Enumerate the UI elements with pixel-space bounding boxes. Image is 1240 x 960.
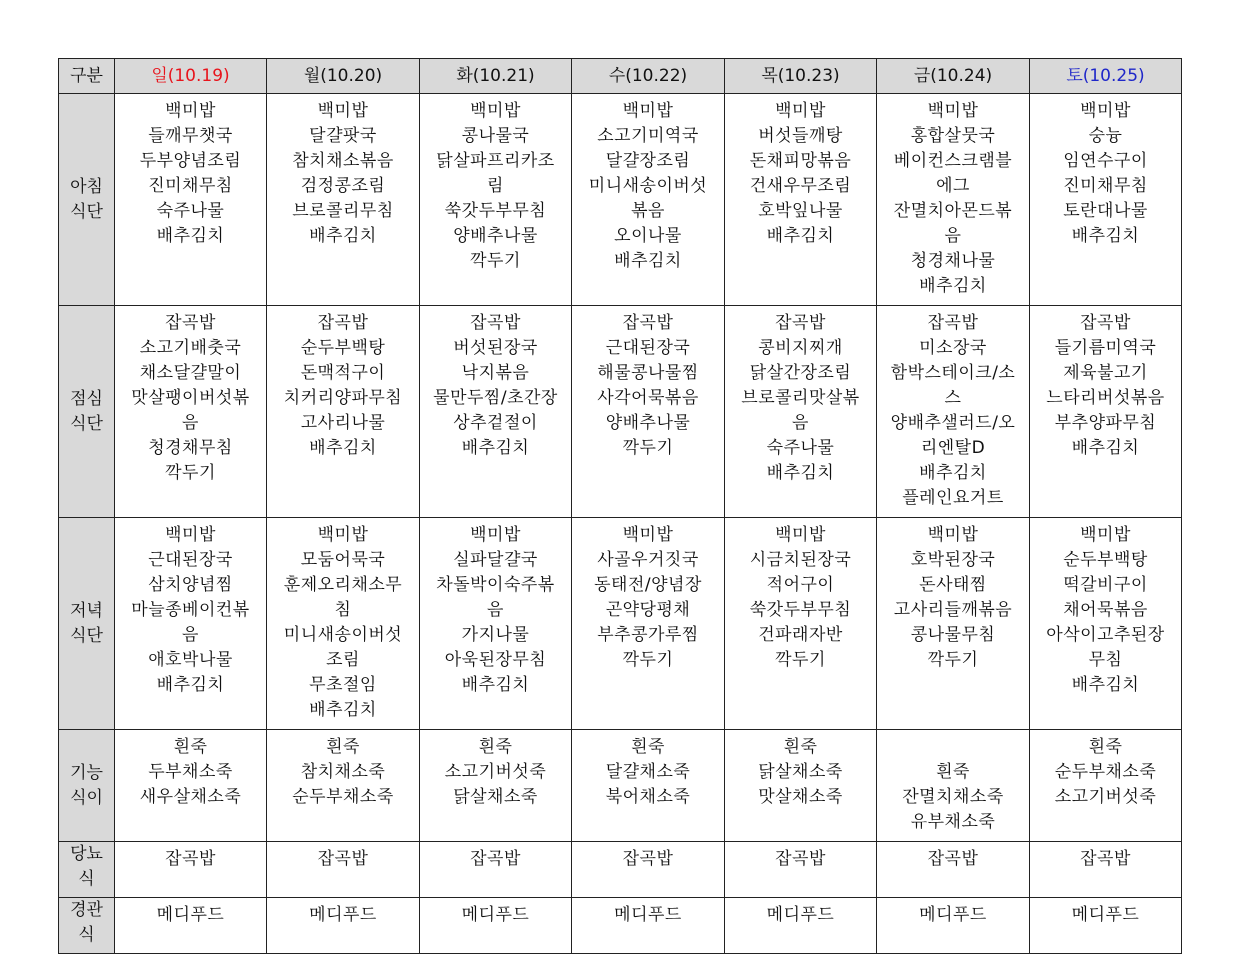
menu-item: 깍두기 — [470, 251, 521, 271]
row-label-line: 식단 — [70, 625, 103, 646]
menu-item: 메디푸드 — [461, 905, 530, 925]
menu-item: 백미밥 — [927, 101, 979, 121]
menu-item: 두부채소죽 — [148, 762, 233, 782]
menu-item: 흰죽 — [326, 737, 360, 757]
row-label-breakfast — [59, 94, 115, 306]
menu-item: 에그 — [936, 176, 970, 196]
menu-item: 고사리나물 — [300, 413, 386, 433]
menu-item: 백미밥 — [470, 525, 521, 545]
row-label-line: 당뇨 — [70, 844, 103, 864]
menu-cell-tube-fri — [877, 898, 1030, 954]
menu-row-func — [59, 730, 1182, 842]
menu-item: 호박된장국 — [910, 550, 996, 570]
row-label-line: 경관 — [70, 900, 103, 920]
menu-item: 무침 — [1088, 650, 1123, 670]
menu-item: 건새우무조림 — [749, 176, 852, 196]
menu-item: 콩비지찌개 — [758, 338, 843, 358]
day-header-tue: 화(10.21) — [420, 59, 572, 94]
menu-item: 배추김치 — [461, 438, 530, 458]
menu-cell-breakfast-wed — [572, 94, 725, 306]
menu-item: 곤약당평채 — [605, 600, 691, 620]
menu-item: 제육불고기 — [1063, 363, 1148, 383]
menu-cell-diab-wed — [572, 842, 725, 898]
menu-item: 음 — [944, 226, 962, 246]
menu-item: 배추김치 — [1071, 226, 1140, 246]
menu-item: 음 — [792, 413, 809, 433]
menu-cell-dinner-fri — [877, 518, 1030, 730]
menu-item: 백미밥 — [622, 525, 674, 545]
menu-item: 흰죽 — [936, 762, 970, 782]
menu-item: 배추김치 — [1071, 438, 1140, 458]
menu-item: 배추김치 — [156, 226, 225, 246]
menu-item: 북어채소죽 — [605, 787, 691, 807]
menu-cell-tube-thu — [725, 898, 877, 954]
menu-item: 깍두기 — [775, 650, 826, 670]
menu-item: 배추김치 — [919, 463, 987, 483]
menu-item: 잡곡밥 — [470, 849, 521, 869]
row-label-func — [59, 730, 115, 842]
row-label-line: 식 — [78, 869, 95, 889]
row-label-tube — [59, 898, 115, 954]
menu-cell-dinner-mon — [267, 518, 420, 730]
menu-item: 동태전/양념장 — [594, 575, 702, 595]
menu-item: 닭살파프리카조 — [436, 151, 555, 171]
menu-item: 양배추나물 — [453, 226, 538, 246]
menu-item: 메디푸드 — [766, 905, 835, 925]
menu-item: 홍합살뭇국 — [910, 126, 996, 146]
menu-item: 달걀장조림 — [605, 151, 691, 171]
menu-item: 브로콜리맛살볶 — [741, 388, 860, 408]
menu-item: 임연수구이 — [1063, 151, 1148, 171]
menu-item: 배추김치 — [766, 463, 835, 483]
menu-body — [59, 94, 1182, 954]
menu-item: 진미채무침 — [148, 176, 233, 196]
menu-row-diab — [59, 842, 1182, 898]
menu-item: 배추김치 — [919, 276, 987, 296]
menu-item: 배추김치 — [614, 251, 682, 271]
menu-cell-diab-sun — [115, 842, 267, 898]
menu-item: 참치채소볶음 — [292, 151, 394, 171]
row-label-line: 식단 — [70, 201, 103, 222]
menu-row-dinner — [59, 518, 1182, 730]
menu-item: 깍두기 — [927, 650, 979, 670]
menu-item: 함박스테이크/소 — [890, 363, 1016, 383]
menu-item: 상추겉절이 — [453, 413, 538, 433]
day-header-sat: 토(10.25) — [1030, 59, 1182, 94]
menu-item: 소고기버섯죽 — [444, 762, 547, 782]
menu-item: 훈제오리채소무 — [283, 575, 403, 595]
menu-item: 검정콩조림 — [300, 176, 386, 196]
menu-item: 유부채소죽 — [910, 812, 996, 832]
menu-item: 들기름미역국 — [1054, 338, 1157, 358]
row-label-line: 식단 — [70, 413, 103, 434]
menu-item: 흰죽 — [783, 737, 818, 757]
menu-item: 모둠어묵국 — [300, 550, 386, 570]
menu-item: 백미밥 — [470, 101, 521, 121]
menu-item: 소고기버섯죽 — [1054, 787, 1157, 807]
menu-item: 닭살채소죽 — [453, 787, 538, 807]
menu-item: 배추김치 — [309, 438, 377, 458]
menu-item: 깍두기 — [622, 438, 674, 458]
menu-item: 가지나물 — [461, 625, 530, 645]
menu-item: 잡곡밥 — [775, 849, 826, 869]
menu-cell-tube-wed — [572, 898, 725, 954]
menu-item: 림 — [487, 176, 504, 196]
menu-cell-breakfast-tue — [420, 94, 572, 306]
menu-cell-dinner-sat — [1030, 518, 1182, 730]
menu-cell-tube-tue — [420, 898, 572, 954]
menu-item: 진미채무침 — [1063, 176, 1148, 196]
menu-cell-func-tue — [420, 730, 572, 842]
menu-item: 흰죽 — [1088, 737, 1123, 757]
menu-item: 잡곡밥 — [470, 313, 521, 333]
menu-item: 배추김치 — [309, 226, 377, 246]
row-label-line: 기능 — [70, 762, 103, 783]
menu-item: 메디푸드 — [919, 905, 987, 925]
menu-cell-lunch-thu — [725, 306, 877, 518]
menu-item: 토란대나물 — [1063, 201, 1148, 221]
menu-item: 미니새송이버섯 — [283, 625, 403, 645]
menu-item: 청경채무침 — [148, 438, 233, 458]
menu-item: 순두부채소죽 — [292, 787, 394, 807]
menu-item: 미소장국 — [919, 338, 987, 358]
menu-item: 마늘종베이컨볶 — [131, 600, 250, 620]
menu-item: 백미밥 — [775, 525, 826, 545]
menu-item: 청경채나물 — [910, 251, 996, 271]
menu-item: 순두부백탕 — [1063, 550, 1148, 570]
menu-item: 참치채소죽 — [300, 762, 386, 782]
header-corner: 구분 — [59, 59, 115, 94]
menu-item: 돈사태찜 — [919, 575, 987, 595]
menu-cell-lunch-mon — [267, 306, 420, 518]
menu-item: 잡곡밥 — [165, 313, 216, 333]
menu-row-breakfast — [59, 94, 1182, 306]
menu-item: 근대된장국 — [605, 338, 691, 358]
day-header-wed: 수(10.22) — [572, 59, 725, 94]
menu-item: 소고기미역국 — [597, 126, 699, 146]
menu-item: 돈채피망볶음 — [749, 151, 852, 171]
menu-item: 잔멸치채소죽 — [902, 787, 1004, 807]
menu-cell-func-fri — [877, 730, 1030, 842]
menu-item: 잡곡밥 — [1080, 313, 1131, 333]
menu-item: 숭늉 — [1088, 126, 1123, 146]
menu-row-lunch — [59, 306, 1182, 518]
menu-item: 백미밥 — [317, 101, 369, 121]
menu-item: 리엔탈D — [920, 438, 986, 458]
header-row — [59, 59, 1182, 94]
menu-item: 콩나물무침 — [910, 625, 996, 645]
menu-item: 쑥갓두부무침 — [749, 600, 852, 620]
menu-item: 맛살팽이버섯볶 — [131, 388, 250, 408]
menu-item: 침 — [334, 600, 352, 620]
menu-cell-diab-mon — [267, 842, 420, 898]
menu-item: 물만두찜/초간장 — [433, 388, 558, 408]
menu-item: 음 — [182, 625, 199, 645]
menu-item: 무초절임 — [309, 675, 377, 695]
menu-cell-lunch-fri — [877, 306, 1030, 518]
menu-item: 돈맥적구이 — [300, 363, 386, 383]
menu-item: 잡곡밥 — [317, 313, 369, 333]
menu-item: 근대된장국 — [148, 550, 233, 570]
menu-item: 잡곡밥 — [775, 313, 826, 333]
menu-item: 배추김치 — [156, 675, 225, 695]
menu-item: 실파달걀국 — [453, 550, 538, 570]
menu-item: 건파래자반 — [758, 625, 843, 645]
menu-item: 배추김치 — [461, 675, 530, 695]
menu-item: 배추김치 — [309, 700, 377, 720]
row-label-line: 저녁 — [70, 600, 103, 621]
menu-cell-breakfast-mon — [267, 94, 420, 306]
menu-item: 들깨무챗국 — [148, 126, 233, 146]
menu-cell-breakfast-fri — [877, 94, 1030, 306]
menu-cell-diab-tue — [420, 842, 572, 898]
menu-item: 떡갈비구이 — [1063, 575, 1148, 595]
menu-cell-diab-fri — [877, 842, 1030, 898]
row-label-dinner — [59, 518, 115, 730]
menu-cell-breakfast-sun — [115, 94, 267, 306]
menu-item: 백미밥 — [1080, 525, 1131, 545]
menu-item: 차돌박이숙주볶 — [436, 575, 555, 595]
row-label-line: 식이 — [70, 787, 103, 808]
menu-cell-func-sat — [1030, 730, 1182, 842]
menu-item: 메디푸드 — [614, 905, 682, 925]
row-label-line: 식 — [78, 925, 95, 945]
menu-item: 잡곡밥 — [927, 313, 979, 333]
menu-item: 미니새송이버섯 — [588, 176, 708, 196]
menu-item: 호박잎나물 — [758, 201, 843, 221]
menu-item: 두부양념조림 — [139, 151, 242, 171]
menu-item: 쑥갓두부무침 — [444, 201, 547, 221]
menu-item: 메디푸드 — [1071, 905, 1140, 925]
row-label-diab — [59, 842, 115, 898]
menu-cell-breakfast-sat — [1030, 94, 1182, 306]
menu-item: 메디푸드 — [156, 905, 225, 925]
menu-cell-breakfast-thu — [725, 94, 877, 306]
menu-cell-diab-thu — [725, 842, 877, 898]
menu-item: 맛살채소죽 — [758, 787, 843, 807]
menu-item: 메디푸드 — [309, 905, 377, 925]
menu-item: 애호박나물 — [148, 650, 233, 670]
menu-item: 부추양파무침 — [1054, 413, 1157, 433]
menu-item: 닭살채소죽 — [758, 762, 843, 782]
menu-cell-lunch-tue — [420, 306, 572, 518]
menu-item: 양배추샐러드/오 — [890, 413, 1016, 433]
menu-item: 시금치된장국 — [749, 550, 852, 570]
menu-item: 잡곡밥 — [1080, 849, 1131, 869]
day-header-fri: 금(10.24) — [877, 59, 1030, 94]
row-label-line: 아침 — [70, 176, 103, 197]
menu-item: 새우살채소죽 — [139, 787, 242, 807]
weekly-menu-table — [58, 58, 1182, 954]
menu-item: 달걀팟국 — [309, 126, 377, 146]
menu-item: 백미밥 — [927, 525, 979, 545]
menu-item: 베이컨스크램블 — [893, 151, 1013, 171]
menu-item: 음 — [487, 600, 504, 620]
menu-item: 잡곡밥 — [317, 849, 369, 869]
menu-item: 닭살간장조림 — [749, 363, 852, 383]
menu-cell-func-thu — [725, 730, 877, 842]
menu-item: 오이나물 — [614, 226, 682, 246]
menu-item: 순두부채소죽 — [1054, 762, 1157, 782]
menu-cell-func-sun — [115, 730, 267, 842]
menu-cell-dinner-thu — [725, 518, 877, 730]
menu-item: 백미밥 — [775, 101, 826, 121]
menu-cell-lunch-wed — [572, 306, 725, 518]
menu-item: 깍두기 — [622, 650, 674, 670]
menu-item: 양배추나물 — [605, 413, 691, 433]
menu-item: 버섯된장국 — [453, 338, 538, 358]
menu-row-tube — [59, 898, 1182, 954]
menu-cell-func-mon — [267, 730, 420, 842]
menu-item: 잡곡밥 — [622, 313, 674, 333]
menu-item: 음 — [182, 413, 199, 433]
menu-item: 백미밥 — [317, 525, 369, 545]
menu-item: 흰죽 — [173, 737, 208, 757]
menu-cell-lunch-sun — [115, 306, 267, 518]
menu-item: 사각어묵볶음 — [597, 388, 699, 408]
menu-cell-tube-sat — [1030, 898, 1182, 954]
menu-cell-lunch-sat — [1030, 306, 1182, 518]
menu-item: 부추콩가루찜 — [597, 625, 699, 645]
row-label-line: 점심 — [70, 388, 103, 409]
menu-cell-tube-mon — [267, 898, 420, 954]
menu-item: 채어묵볶음 — [1063, 600, 1148, 620]
menu-item: 잔멸치아몬드볶 — [893, 201, 1013, 221]
menu-cell-dinner-tue — [420, 518, 572, 730]
menu-cell-tube-sun — [115, 898, 267, 954]
menu-item: 삼치양념찜 — [148, 575, 233, 595]
menu-item: 잡곡밥 — [622, 849, 674, 869]
menu-item: 잡곡밥 — [927, 849, 979, 869]
day-header-mon: 월(10.20) — [267, 59, 420, 94]
menu-item: 느타리버섯볶음 — [1046, 388, 1165, 408]
menu-item: 적어구이 — [766, 575, 835, 595]
menu-item: 흰죽 — [631, 737, 665, 757]
menu-item: 흰죽 — [478, 737, 513, 757]
menu-item: 숙주나물 — [766, 438, 835, 458]
menu-item: 소고기배춧국 — [139, 338, 242, 358]
menu-item: 순두부백탕 — [300, 338, 386, 358]
menu-item: 배추김치 — [1071, 675, 1140, 695]
menu-item: 채소달걀말이 — [139, 363, 242, 383]
menu-item: 해물콩나물찜 — [597, 363, 699, 383]
day-header-sun: 일(10.19) — [115, 59, 267, 94]
menu-item: 아욱된장무침 — [444, 650, 547, 670]
menu-item: 치커리양파무침 — [283, 388, 403, 408]
menu-cell-dinner-wed — [572, 518, 725, 730]
day-header-thu: 목(10.23) — [725, 59, 877, 94]
menu-item: 스 — [944, 388, 962, 408]
menu-cell-diab-sat — [1030, 842, 1182, 898]
menu-item: 낙지볶음 — [461, 363, 530, 383]
menu-item: 고사리들깨볶음 — [893, 600, 1013, 620]
menu-item: 사골우거짓국 — [597, 550, 699, 570]
row-label-lunch — [59, 306, 115, 518]
menu-item: 백미밥 — [165, 101, 216, 121]
menu-item: 백미밥 — [165, 525, 216, 545]
menu-item: 볶음 — [631, 201, 665, 221]
menu-item: 버섯들깨탕 — [758, 126, 843, 146]
menu-item: 깍두기 — [165, 463, 216, 483]
menu-cell-dinner-sun — [115, 518, 267, 730]
menu-item: 숙주나물 — [156, 201, 225, 221]
menu-item: 콩나물국 — [461, 126, 530, 146]
menu-item: 브로콜리무침 — [292, 201, 394, 221]
menu-cell-func-wed — [572, 730, 725, 842]
menu-item: 달걀채소죽 — [605, 762, 691, 782]
menu-item: 잡곡밥 — [165, 849, 216, 869]
menu-item: 배추김치 — [766, 226, 835, 246]
menu-item: 조림 — [326, 650, 360, 670]
menu-item: 백미밥 — [1080, 101, 1131, 121]
menu-item: 아삭이고추된장 — [1046, 625, 1165, 645]
menu-item: 백미밥 — [622, 101, 674, 121]
menu-item: 플레인요거트 — [902, 488, 1004, 508]
